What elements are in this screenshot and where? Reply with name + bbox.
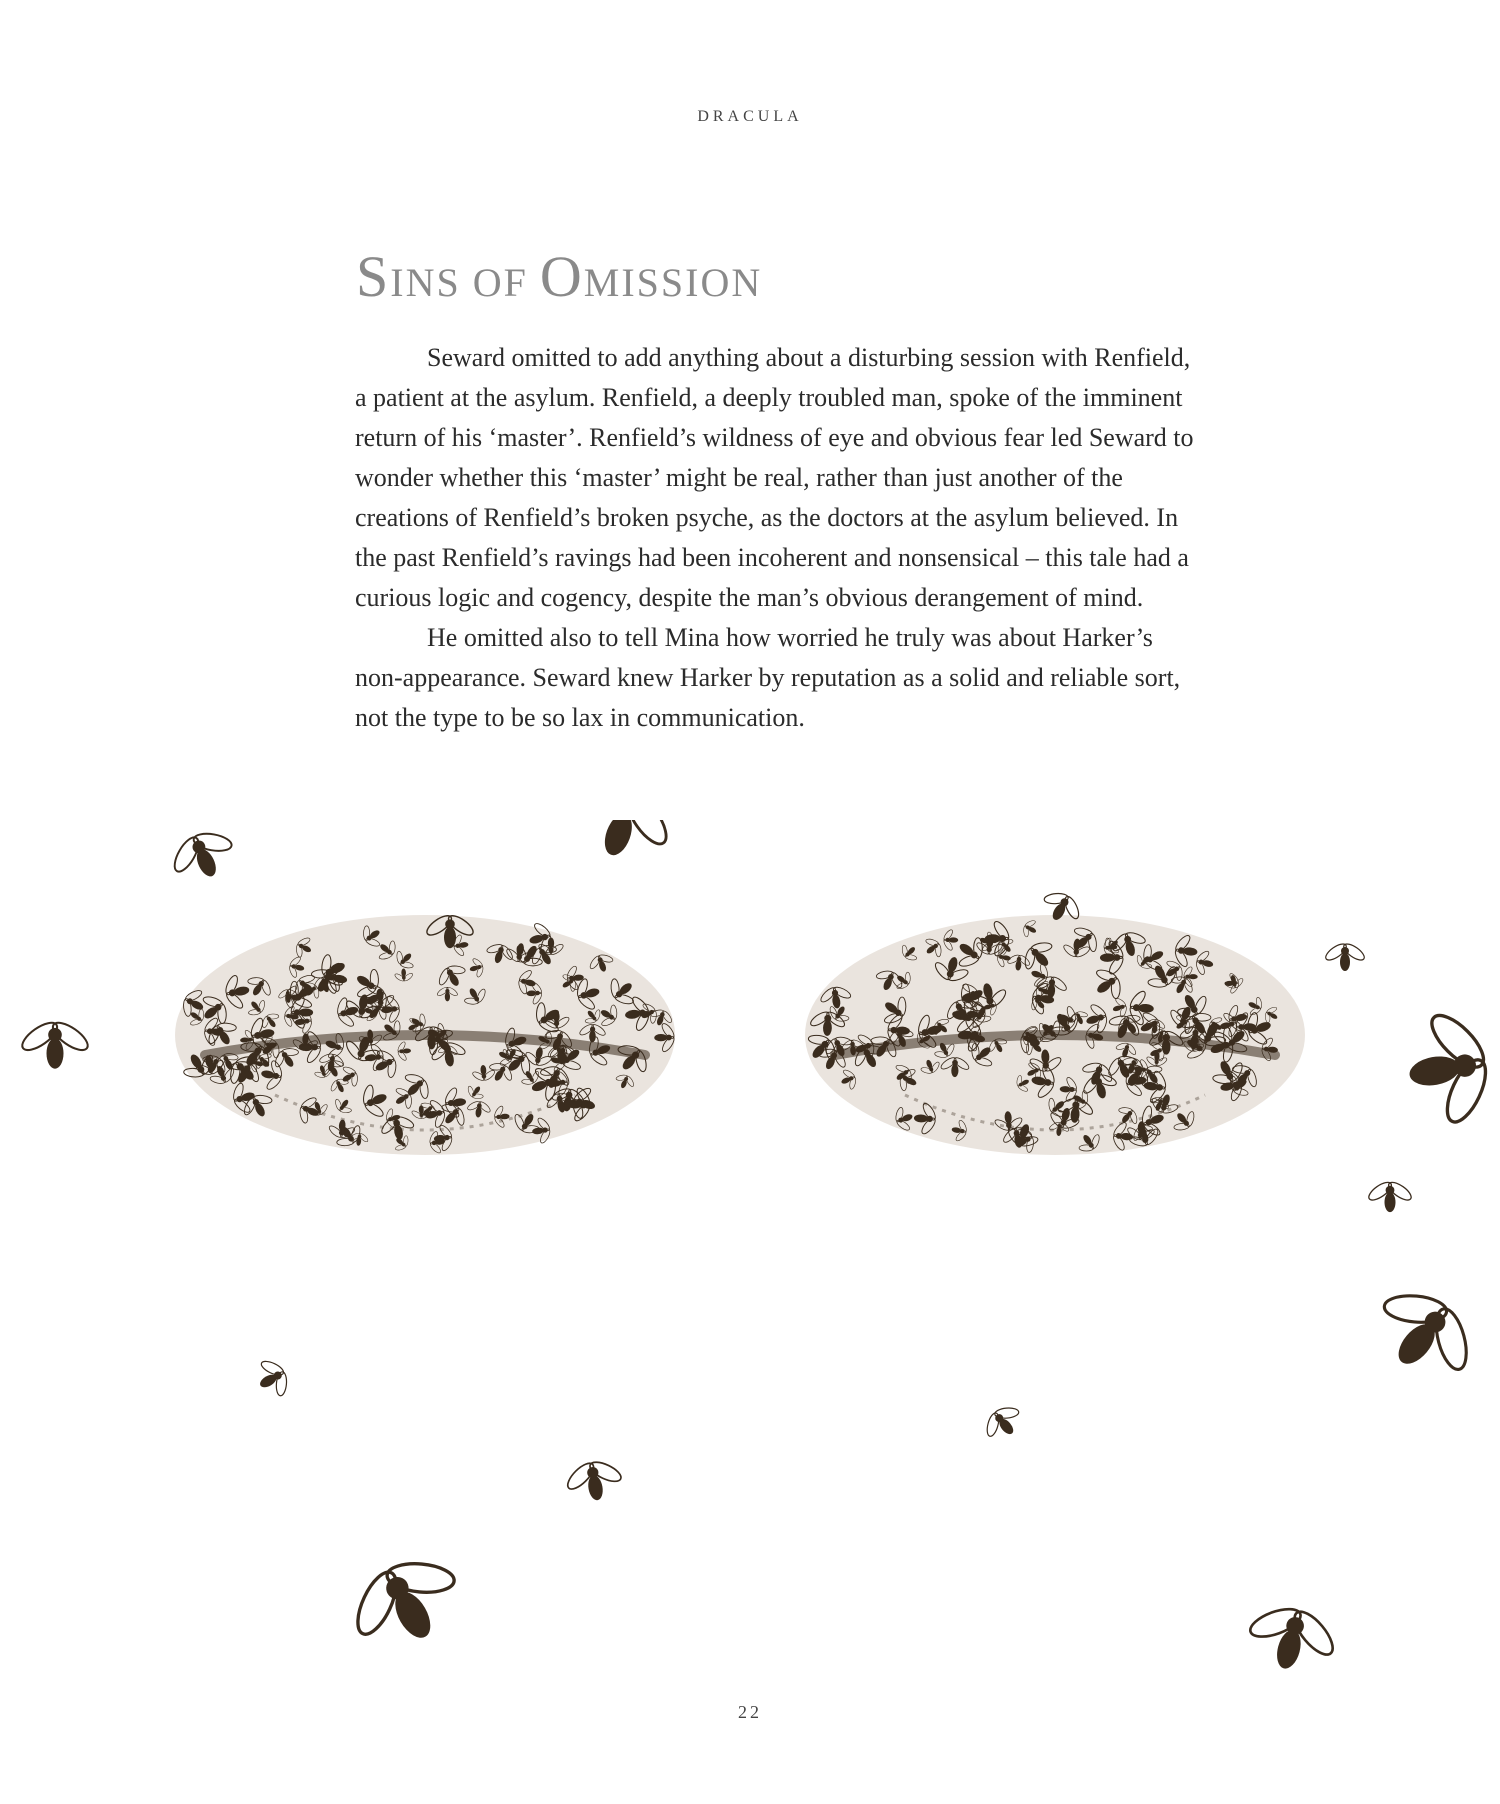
loose-fly	[250, 1352, 298, 1405]
loose-flies	[18, 820, 1500, 1681]
chapter-title	[356, 244, 763, 309]
flies-illustration	[0, 820, 1500, 1740]
loose-fly	[976, 1397, 1029, 1448]
loose-fly	[562, 820, 684, 873]
loose-fly	[1366, 1179, 1414, 1212]
title-initial-s: S	[356, 244, 391, 309]
paragraph-1: Seward omitted to add anything about a disturbing session with Renfield, a patient at the asylum. Renfield, a deeply troubled man, spoke of the imminent return of his ‘master’. Renfield’s wildness of eye and obvious fear led Seward to wonder whether this ‘master’ might be real, rather than just another of the creations of Renfield’s broken psyche, as the doctors at the asylum believed. In the past Renfield’s ravings had been incoherent and nonsensical – this tale had a curious logic and cogency, despite the man’s obvious derangement of mind.	[355, 343, 1194, 612]
loose-fly	[18, 1018, 92, 1069]
title-initial-o: O	[539, 244, 584, 309]
page-number: 22	[738, 1702, 762, 1722]
loose-fly	[1399, 1001, 1500, 1135]
paragraph-2: He omitted also to tell Mina how worried he truly was about Harker’s non-appearance. Seward knew Harker by reputation as a solid and reliable sort, not the type to be so lax in communication.	[355, 623, 1181, 732]
title-part-1: INS OF	[390, 260, 540, 305]
loose-fly	[1238, 1592, 1347, 1680]
loose-fly	[1358, 1266, 1495, 1398]
eyes-swarm	[175, 915, 1305, 1158]
running-head: DRACULA	[697, 108, 803, 125]
loose-fly	[331, 1534, 478, 1667]
title-part-2: MISSION	[583, 260, 763, 305]
body-text	[355, 338, 1195, 738]
loose-fly	[161, 820, 244, 891]
loose-fly	[1323, 941, 1366, 971]
loose-fly	[560, 1454, 627, 1506]
